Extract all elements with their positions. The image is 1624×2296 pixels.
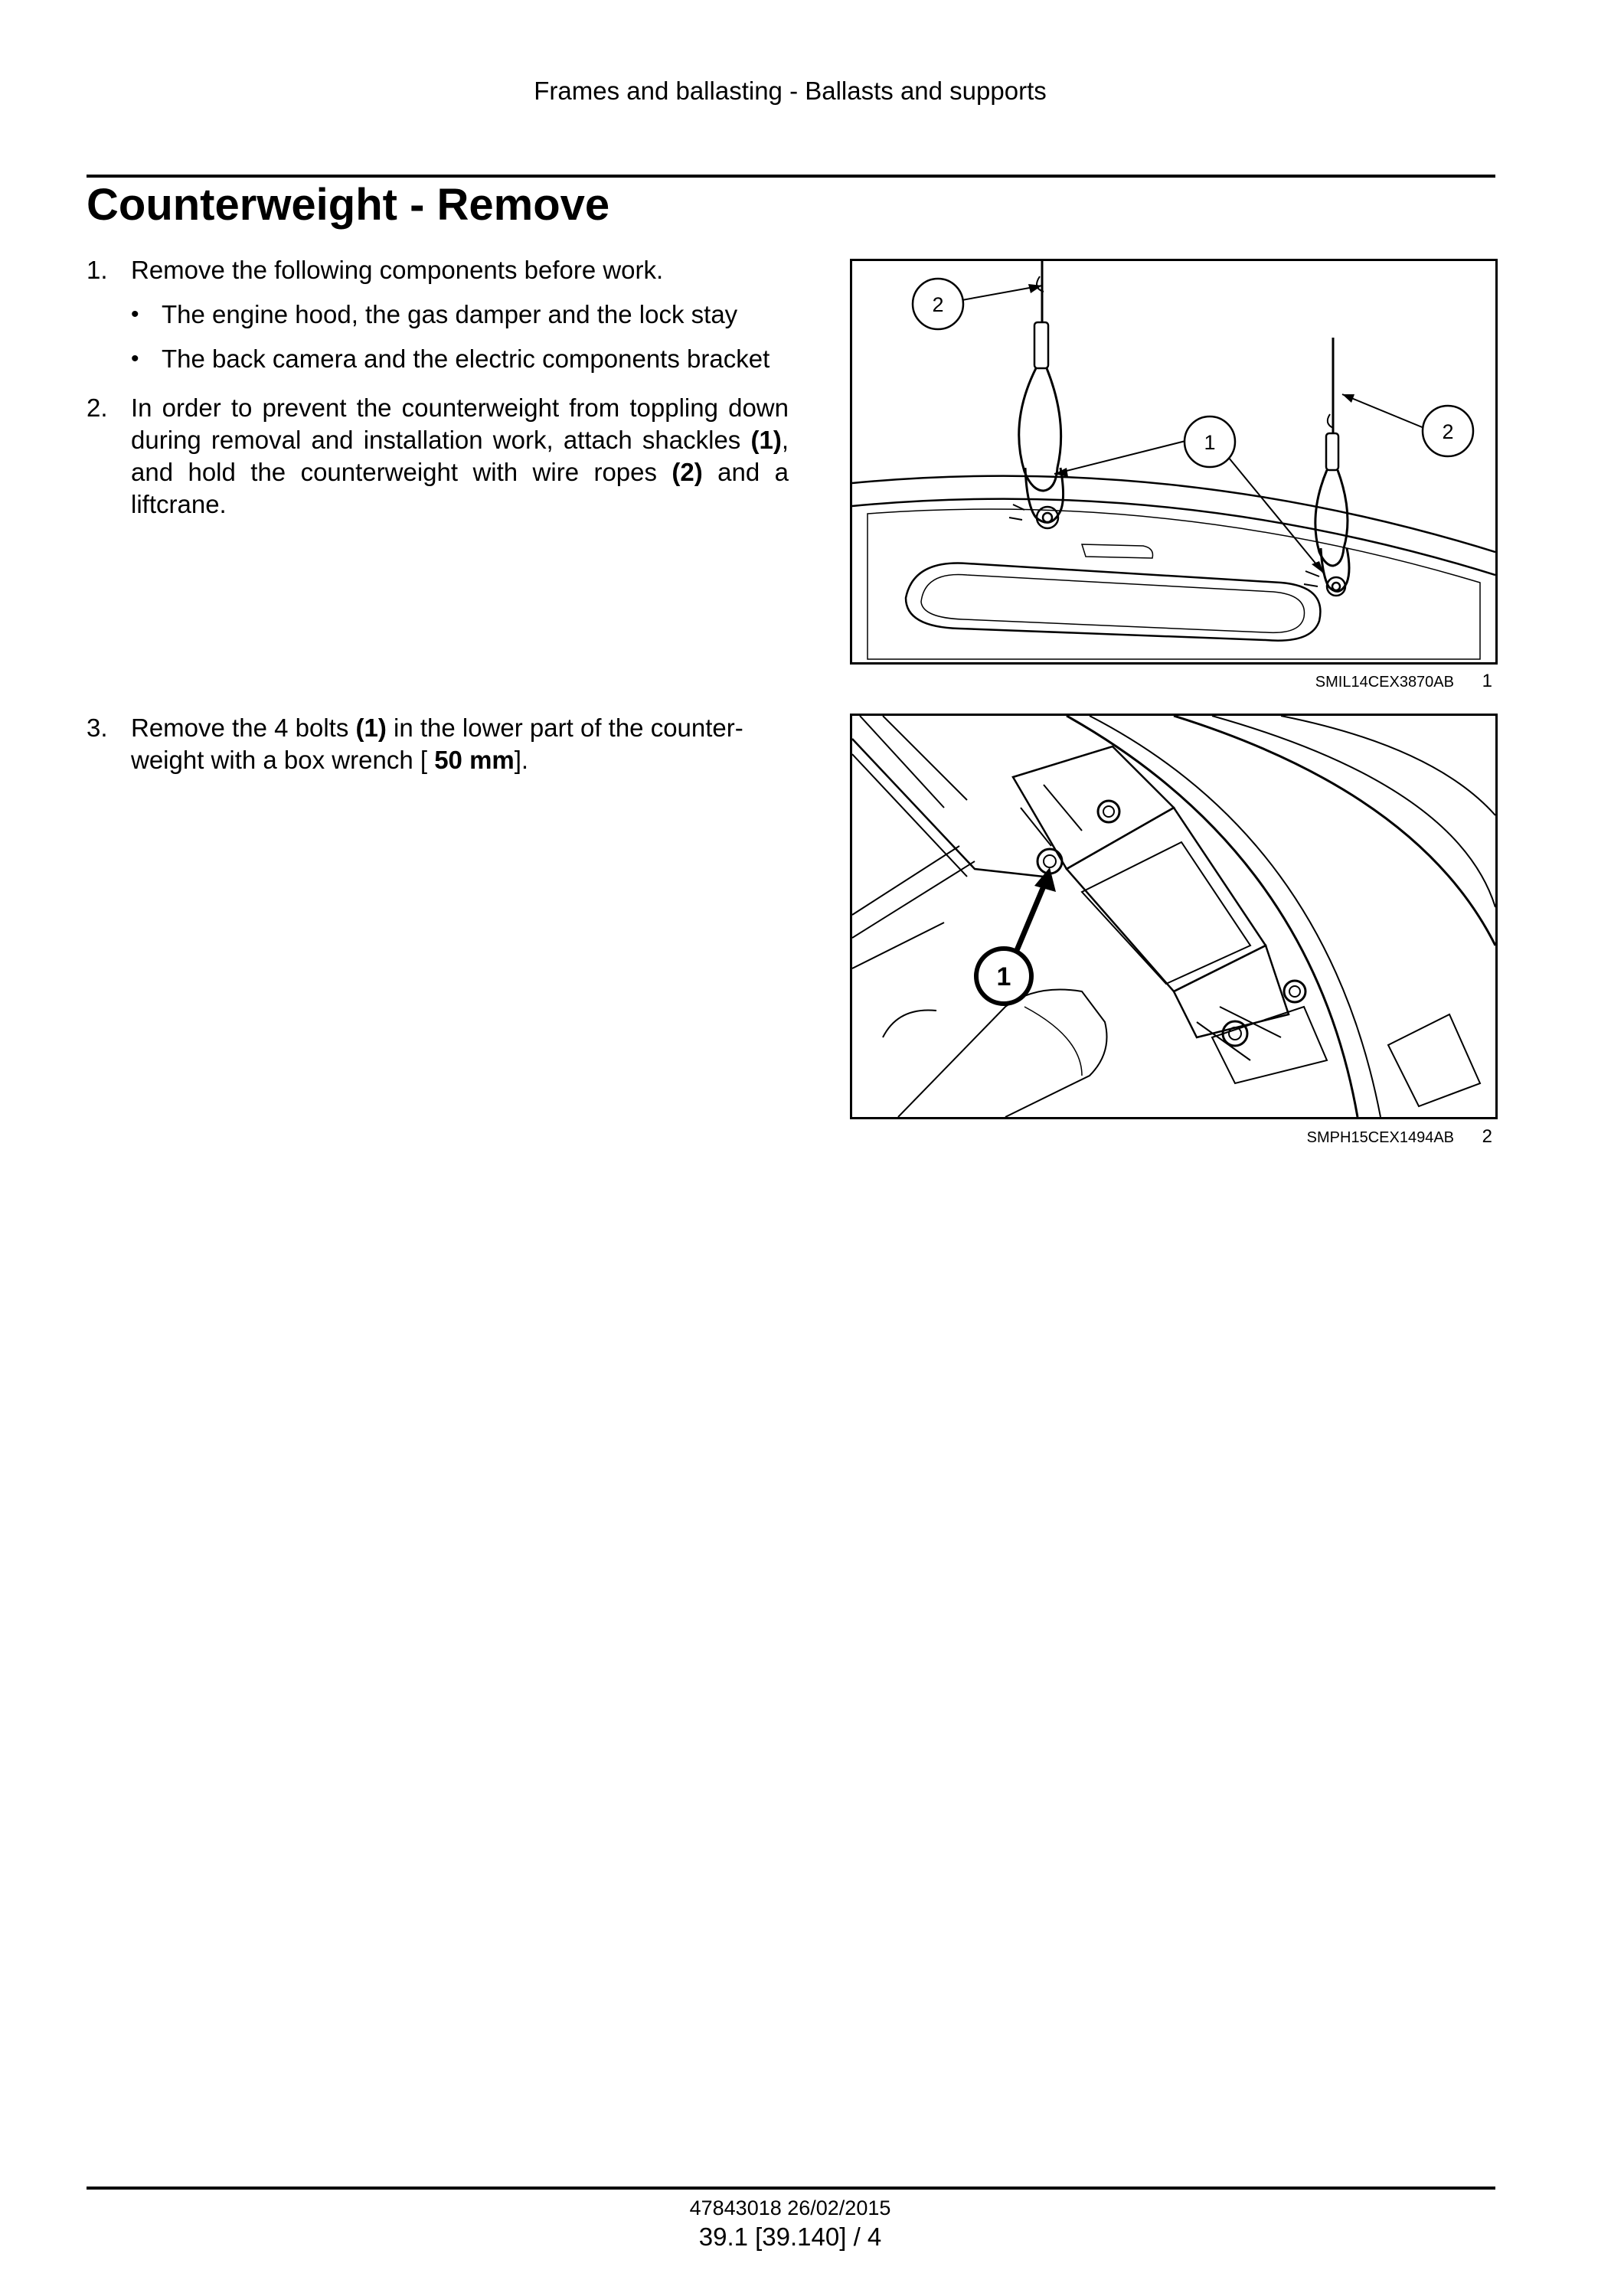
figure-1 — [850, 259, 1498, 665]
step-text-part: in the lower part of the counter- weight with a box wrench [ — [131, 714, 743, 774]
step-text — [131, 712, 789, 776]
step-3 — [87, 712, 789, 776]
bolt-ref: (1) — [355, 714, 387, 742]
substep-text: The engine hood, the gas damper and the lock stay — [162, 300, 738, 328]
callout-label: 1 — [1204, 431, 1216, 454]
step-2 — [87, 392, 789, 521]
footer-document-id: 47843018 26/02/2015 — [689, 2196, 891, 2219]
bullet-icon: • — [131, 302, 139, 327]
page-title: Counterweight - Remove — [87, 180, 610, 230]
step-text — [131, 392, 789, 521]
step-text-part: In order to prevent the counterweight from toppling down during removal and installation work, attach shackles — [131, 394, 789, 454]
figure-code: SMIL14CEX3870AB — [1315, 674, 1454, 691]
title-divider — [87, 175, 1495, 178]
figure-number: 1 — [1482, 671, 1492, 691]
figure-number: 2 — [1482, 1126, 1492, 1147]
counterweight-bolts-illustration — [852, 716, 1495, 1117]
callout-label: 1 — [996, 962, 1011, 991]
step-number: 2. — [87, 394, 108, 422]
figure-2 — [850, 714, 1498, 1119]
shackle-ref: (1) — [750, 426, 782, 454]
substep-text: The back camera and the electric components bracket — [162, 345, 770, 373]
step-text: Remove the following components before work. — [131, 256, 664, 284]
wrench-size: 50 mm — [434, 746, 515, 774]
callout-label: 2 — [932, 293, 944, 316]
step-text-part: , and hold the counterweight with wire ropes — [131, 426, 789, 486]
running-header: Frames and ballasting - Ballasts and supports — [534, 77, 1047, 105]
callout-label: 2 — [1442, 420, 1454, 443]
step-text-part: Remove the 4 bolts — [131, 714, 356, 742]
bullet-icon: • — [131, 346, 139, 371]
substep-1 — [87, 299, 789, 331]
counterweight-lifting-illustration — [852, 261, 1495, 662]
step-number: 1. — [87, 256, 108, 284]
steps-block-2 — [87, 712, 789, 776]
step-1 — [87, 254, 789, 286]
wire-rope-ref: (2) — [671, 458, 703, 486]
figure-code: SMPH15CEX1494AB — [1306, 1129, 1454, 1146]
step-text-part: ]. — [514, 746, 529, 774]
step-text-part: and a liftcrane. — [131, 458, 789, 518]
footer-divider — [87, 2187, 1495, 2190]
substep-2 — [87, 343, 789, 375]
footer-page-number: 39.1 [39.140] / 4 — [698, 2223, 882, 2251]
step-number: 3. — [87, 714, 108, 742]
steps-block-1 — [87, 254, 789, 521]
